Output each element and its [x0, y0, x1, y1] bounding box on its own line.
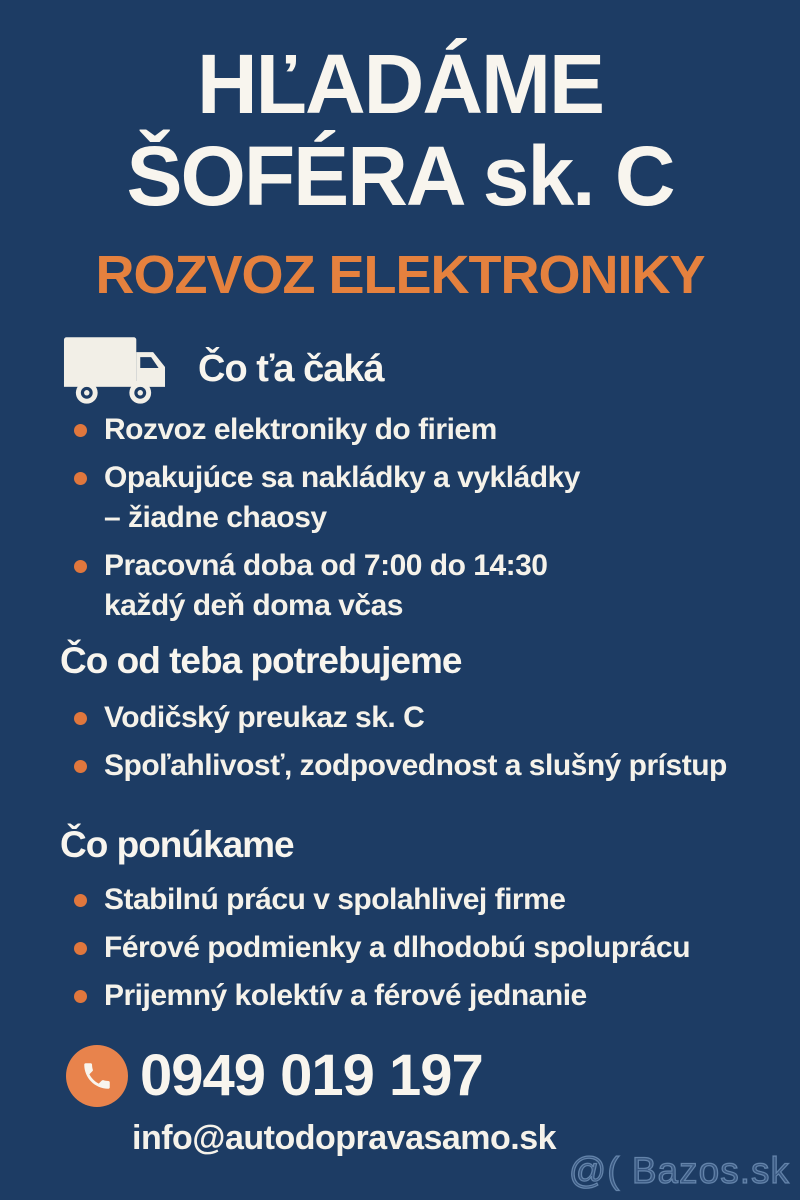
- email-address: info@autodopravasamo.sk: [132, 1119, 557, 1157]
- section-heading-what-we-need: Čo od teba potrebujeme: [60, 640, 462, 681]
- section-what-awaits-header: [62, 326, 384, 412]
- bullet-dot: [74, 712, 87, 725]
- contact-block: [66, 1042, 556, 1158]
- bullet-dot: [74, 560, 87, 573]
- list-item-text: Pracovná doba od 7:00 do 14:30: [104, 549, 548, 582]
- list-item-text: Spoľahlivosť, zodpovednost a slušný prístup: [104, 749, 727, 782]
- bullet-list-what-we-offer: [74, 880, 774, 1024]
- poster-title-line1: HĽADÁME: [197, 37, 603, 131]
- bullet-dot: [74, 472, 87, 485]
- section-heading-what-we-offer: Čo ponúkame: [60, 824, 294, 865]
- truck-icon: [62, 326, 166, 412]
- poster-title-line2: ŠOFÉRA sk. C: [126, 129, 674, 223]
- bullet-list-what-awaits: [74, 410, 774, 634]
- list-item-text: Férové podmienky a dlhodobú spoluprácu: [104, 931, 691, 964]
- phone-row: [66, 1042, 556, 1109]
- list-item: [74, 410, 774, 450]
- list-item: [74, 546, 774, 626]
- bullet-list-what-we-need: [74, 698, 774, 794]
- list-item-text: Opakujúce sa nakládky a vykládky: [104, 461, 580, 494]
- phone-icon: [66, 1045, 128, 1107]
- list-item-text: Prijemný kolektív a férové jednanie: [104, 979, 587, 1012]
- list-item-text: Vodičský preukaz sk. C: [104, 701, 425, 734]
- list-item: [74, 976, 774, 1016]
- list-item: [74, 928, 774, 968]
- list-item: [74, 746, 774, 786]
- list-item-text-line2: – žiadne chaosy: [104, 501, 327, 534]
- bullet-dot: [74, 424, 87, 437]
- phone-number: 0949 019 197: [140, 1043, 483, 1108]
- section-heading-what-awaits: Čo ťa čaká: [198, 347, 384, 390]
- list-item: [74, 880, 774, 920]
- list-item: [74, 698, 774, 738]
- bullet-dot: [74, 760, 87, 773]
- list-item: [74, 458, 774, 538]
- list-item-text: Stabilnú prácu v spolahlivej firme: [104, 883, 566, 916]
- watermark-bazos: @( Bazos.sk: [568, 1150, 790, 1191]
- bullet-dot: [74, 942, 87, 955]
- list-item-text-line2: každý deň doma včas: [104, 589, 403, 622]
- poster-title: [0, 38, 800, 222]
- bullet-dot: [74, 990, 87, 1003]
- bullet-dot: [74, 894, 87, 907]
- poster-subtitle: ROZVOZ ELEKTRONIKY: [95, 245, 705, 305]
- list-item-text: Rozvoz elektroniky do firiem: [104, 413, 497, 446]
